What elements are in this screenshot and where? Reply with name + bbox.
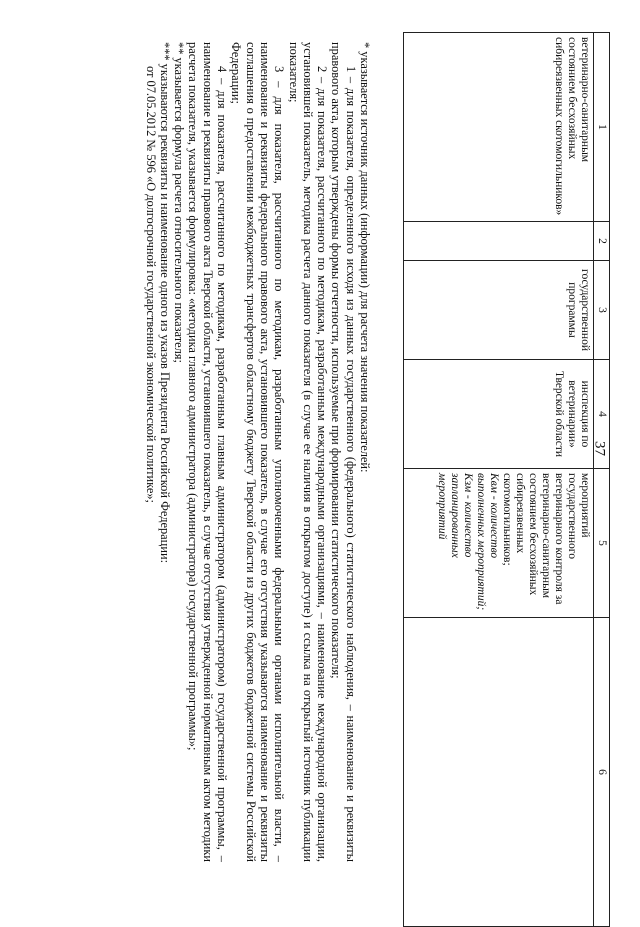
header-cell: 1 (594, 33, 610, 222)
table-cell-col3: государственной программы (404, 261, 594, 360)
table-row (404, 33, 594, 927)
header-cell: 6 (594, 618, 610, 927)
col5-text: Кзм - количество запланированных мероприятий (436, 473, 474, 558)
footnote: от 07.05.2012 № 596 «О долгосрочной государственной экономической политике»; (143, 66, 158, 503)
table-cell-col5 (404, 469, 594, 618)
table-header-row (594, 33, 610, 927)
footnote: 1 – для показателя, определенного исходя из данных государственного (федерального) статистического наблюдения, – наименование и реквизиты правового акта, которым утверждены формы отчетности, используемые при формировании статистического показателя; (329, 42, 358, 862)
rotated-page-content (30, 32, 610, 872)
table-cell-col4: инспекция по ветеринарии» Тверской области (404, 360, 594, 469)
footnote: 2 – для показателя, рассчитанного по методикам, разработанным международными организациями, – наименование международной организации, установившей показатель, методика расчета данного показателя (в случае ее наличия в открытом доступе) и ссылка на открытый источник публикации показателя; (286, 42, 330, 862)
footnote: * указывается источник данных (информации) для расчета значения показателей: (358, 42, 372, 473)
footnotes (143, 42, 372, 862)
footnote: *** указываются реквизиты и наименование одного из указов Президента Российской Федерации: (157, 42, 172, 564)
header-cell: 4 (594, 360, 610, 469)
footnote: 3 – для показателя, рассчитанного по методикам, разработанным уполномоченными федеральными органами исполнительной власти, – наименование и реквизиты федерального правового акта, установившего показатель, в случае его отсутствия указываются наименование и реквизиты соглашения о предоставлении межбюджетных трансфертов областному бюджету Тверской области из других бюджетов бюджетной системы Российской Федерации; (229, 42, 287, 862)
indicators-table (403, 32, 610, 927)
header-cell: 3 (594, 261, 610, 360)
page-number: 37 (591, 441, 608, 456)
header-cell: 5 (594, 469, 610, 618)
col5-text: мероприятий государственного ветеринарного контроля за ветеринарно-санитарным состоянием бесхозяйных сибиреязвенных скотомогильников; (501, 473, 591, 605)
table-cell-col1: ветеринарно-санитарным состоянием бесхозяйных сибиреязвенных скотомогильников» (404, 33, 594, 222)
table-cell-col2 (404, 222, 594, 261)
footnote: 4 – для показателя, рассчитанного по методикам, разработанным главным администратором (администратором) государственной программы, – наименование и реквизиты правового акта Тверской области, установившего показатель, в случае отсутствия утвержденной нормативным актом методики расчета показателя, указывается формулировка: «методика главного администратора (администратора) государственной программы»; (186, 42, 230, 862)
footnote: ** указывается формула расчета относительного показателя; (172, 42, 187, 363)
header-cell: 2 (594, 222, 610, 261)
col5-text: Квм - количество выполненных мероприятий; (475, 473, 500, 611)
table-cell-col6 (404, 618, 594, 927)
